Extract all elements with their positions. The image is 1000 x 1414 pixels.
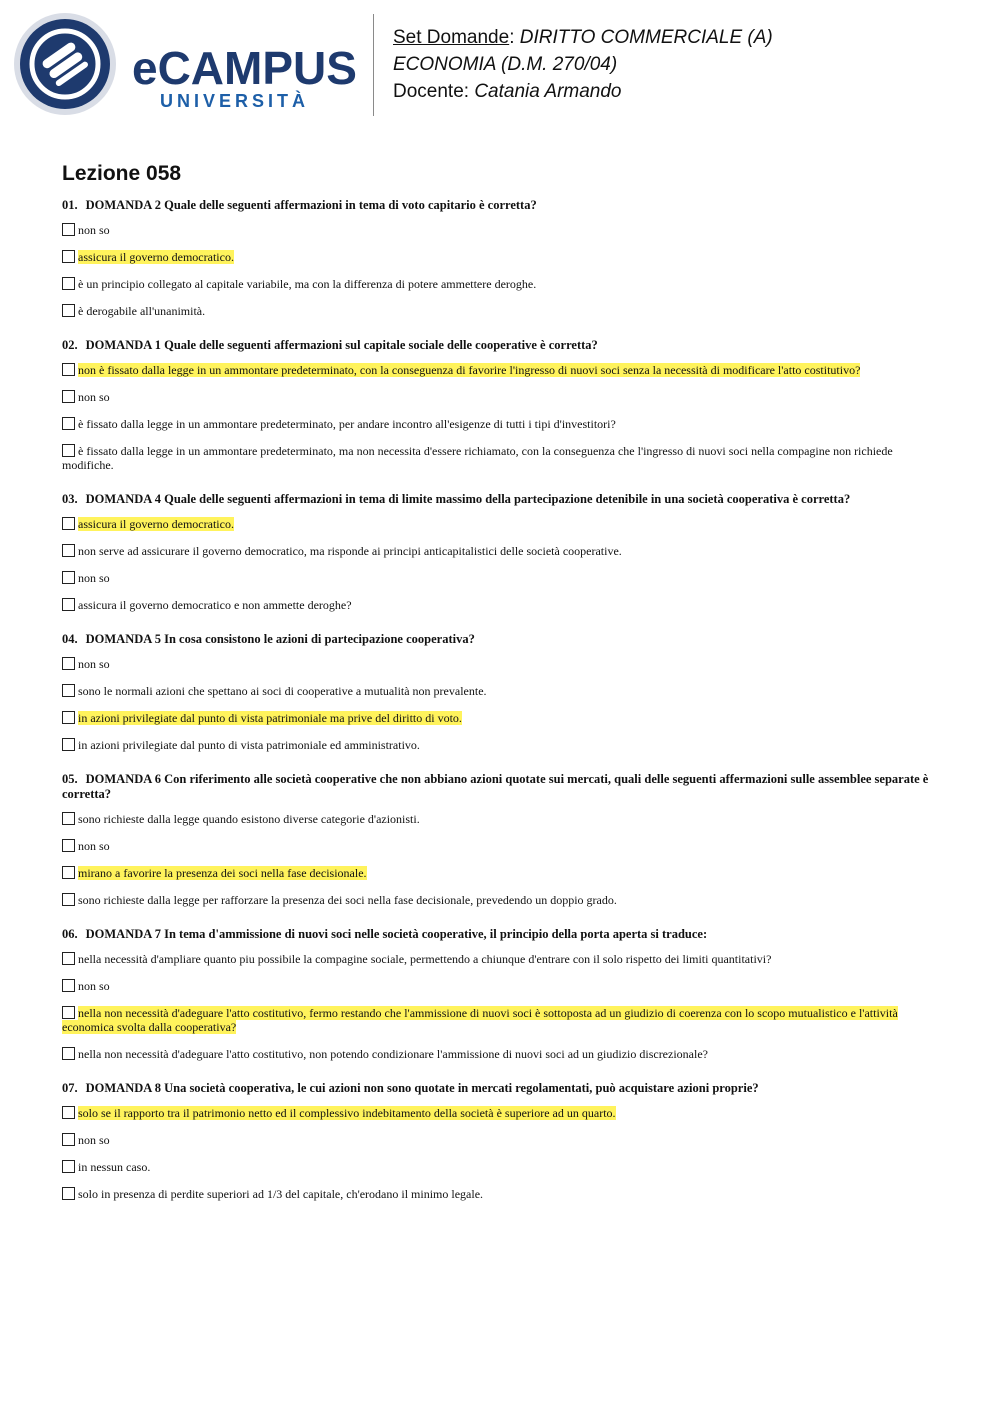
answer-option[interactable] [62, 711, 942, 725]
answer-text: in nessun caso. [78, 1160, 151, 1174]
ecampus-logo [12, 12, 362, 117]
question-block [62, 492, 942, 612]
docente-value: Catania Armando [474, 81, 622, 102]
checkbox[interactable] [62, 363, 75, 376]
answer-option[interactable] [62, 738, 942, 752]
answer-text: è fissato dalla legge in un ammontare predeterminato, ma non necessita d'essere richiamato, con la conseguenza che l'ingresso di nuovi soci nella compagine non richiede modifiche. [62, 444, 893, 472]
set-value: DIRITTO COMMERCIALE (A) [519, 27, 773, 48]
question-text [62, 338, 942, 353]
checkbox[interactable] [62, 1006, 75, 1019]
checkbox[interactable] [62, 223, 75, 236]
answer-text: non so [78, 839, 110, 853]
question-list [62, 198, 942, 1201]
answer-option[interactable] [62, 444, 942, 472]
answer-option[interactable] [62, 952, 942, 966]
answer-option[interactable] [62, 250, 942, 264]
question-number: 07. [62, 1081, 78, 1095]
answer-option[interactable] [62, 1006, 942, 1034]
answer-text: in azioni privilegiate dal punto di vista patrimoniale ed amministrativo. [78, 738, 420, 752]
main-content [62, 160, 942, 1221]
question-text [62, 927, 942, 942]
answer-option[interactable] [62, 571, 942, 585]
set-label: Set Domande [393, 27, 510, 48]
checkbox[interactable] [62, 250, 75, 263]
answer-text: è un principio collegato al capitale variabile, ma con la differenza di potere ammettere deroghe. [78, 277, 537, 291]
answer-text-highlighted: nella non necessità d'adeguare l'atto costitutivo, fermo restando che l'ammissione di nuovi soci è sottoposta ad un giudizio di coerenza con lo scopo mutualistico e l'attività economica svolta dalla cooperativa? [62, 1006, 898, 1034]
answer-text-highlighted: solo se il rapporto tra il patrimonio netto ed il complessivo indebitamento della società è superiore ad un quarto. [78, 1106, 616, 1120]
answer-option[interactable] [62, 544, 942, 558]
question-number: 03. [62, 492, 78, 506]
header-info [393, 24, 773, 105]
question-number: 04. [62, 632, 78, 646]
checkbox[interactable] [62, 1047, 75, 1060]
checkbox[interactable] [62, 738, 75, 751]
checkbox[interactable] [62, 893, 75, 906]
checkbox[interactable] [62, 544, 75, 557]
page-header [0, 0, 1000, 130]
question-label: DOMANDA 2 Quale delle seguenti affermazioni in tema di voto capitario è corretta? [85, 198, 537, 212]
checkbox[interactable] [62, 390, 75, 403]
answer-option[interactable] [62, 979, 942, 993]
checkbox[interactable] [62, 444, 75, 457]
lesson-title: Lezione 058 [62, 162, 182, 185]
checkbox[interactable] [62, 1106, 75, 1119]
checkbox[interactable] [62, 684, 75, 697]
question-text [62, 1081, 942, 1096]
answer-text: solo in presenza di perdite superiori ad 1/3 del capitale, ch'erodano il minimo legale. [78, 1187, 484, 1201]
question-number: 05. [62, 772, 78, 786]
question-number: 01. [62, 198, 78, 212]
question-text [62, 772, 942, 802]
checkbox[interactable] [62, 1133, 75, 1146]
answer-option[interactable] [62, 1106, 942, 1120]
checkbox[interactable] [62, 598, 75, 611]
answer-text: sono richieste dalla legge per rafforzare la presenza dei soci nella fase decisionale, prevedendo un doppio grado. [78, 893, 617, 907]
checkbox[interactable] [62, 711, 75, 724]
answer-option[interactable] [62, 866, 942, 880]
question-block [62, 772, 942, 907]
answer-option[interactable] [62, 277, 942, 291]
checkbox[interactable] [62, 517, 75, 530]
logo-brand-text: eCAMPUS [132, 42, 357, 94]
checkbox[interactable] [62, 657, 75, 670]
answer-text: è derogabile all'unanimità. [78, 304, 206, 318]
answer-option[interactable] [62, 1133, 942, 1147]
checkbox[interactable] [62, 866, 75, 879]
answer-option[interactable] [62, 390, 942, 404]
answer-text: non so [78, 1133, 110, 1147]
answer-option[interactable] [62, 657, 942, 671]
answer-option[interactable] [62, 684, 942, 698]
question-label: DOMANDA 6 Con riferimento alle società cooperative che non abbiano azioni quotate sui mercati, quali delle seguenti affermazioni sulle assemblee separate è corretta? [62, 772, 929, 801]
answer-option[interactable] [62, 598, 942, 612]
answer-text: sono le normali azioni che spettano ai soci di cooperative a mutualità non prevalente. [78, 684, 487, 698]
answer-option[interactable] [62, 223, 942, 237]
answer-text: sono richieste dalla legge quando esistono diverse categorie d'azionisti. [78, 812, 420, 826]
question-label: DOMANDA 1 Quale delle seguenti affermazioni sul capitale sociale delle cooperative è corretta? [85, 338, 598, 352]
checkbox[interactable] [62, 1187, 75, 1200]
checkbox[interactable] [62, 812, 75, 825]
answer-text: non serve ad assicurare il governo democratico, ma risponde ai principi anticapitalistici delle società cooperative. [78, 544, 622, 558]
answer-option[interactable] [62, 1160, 942, 1174]
answer-text-highlighted: non è fissato dalla legge in un ammontare predeterminato, con la conseguenza di favorire l'ingresso di nuovi soci senza la necessità di modificare l'atto costitutivo? [78, 363, 861, 377]
answer-option[interactable] [62, 363, 942, 377]
checkbox[interactable] [62, 979, 75, 992]
question-block [62, 927, 942, 1061]
course-line: ECONOMIA (D.M. 270/04) [393, 54, 618, 75]
answer-option[interactable] [62, 304, 942, 318]
answer-text: non so [78, 390, 110, 404]
answer-option[interactable] [62, 517, 942, 531]
question-number: 06. [62, 927, 78, 941]
checkbox[interactable] [62, 571, 75, 584]
question-text [62, 198, 942, 213]
question-text [62, 492, 942, 507]
question-label: DOMANDA 8 Una società cooperativa, le cui azioni non sono quotate in mercati regolamentati, può acquistare azioni proprie? [85, 1081, 759, 1095]
checkbox[interactable] [62, 304, 75, 317]
answer-option[interactable] [62, 1187, 942, 1201]
answer-text: nella necessità d'ampliare quanto piu possibile la compagine sociale, permettendo a chiunque d'entrare con il solo rispetto dei limiti quantitativi? [78, 952, 772, 966]
question-block [62, 1081, 942, 1201]
answer-option[interactable] [62, 839, 942, 853]
question-block [62, 198, 942, 318]
answer-text-highlighted: assicura il governo democratico. [78, 250, 234, 264]
question-label: DOMANDA 5 In cosa consistono le azioni di partecipazione cooperativa? [85, 632, 475, 646]
docente-label: Docente: [393, 81, 470, 102]
question-label: DOMANDA 4 Quale delle seguenti affermazioni in tema di limite massimo della partecipazione detenibile in una società cooperativa è corretta? [85, 492, 851, 506]
header-divider [373, 14, 374, 116]
answer-text: nella non necessità d'adeguare l'atto costitutivo, non potendo condizionare l'ammissione di nuovi soci ad un giudizio discrezionale? [78, 1047, 708, 1061]
answer-text: non so [78, 979, 110, 993]
question-text [62, 632, 942, 647]
checkbox[interactable] [62, 277, 75, 290]
answer-option[interactable] [62, 1047, 942, 1061]
answer-option[interactable] [62, 812, 942, 826]
set-line: Set Domande: DIRITTO COMMERCIALE (A) [393, 27, 773, 48]
answer-text: non so [78, 223, 110, 237]
logo-sub-text: UNIVERSITÀ [160, 91, 310, 111]
answer-text-highlighted: in azioni privilegiate dal punto di vista patrimoniale ma prive del diritto di voto. [78, 711, 462, 725]
question-block [62, 632, 942, 752]
question-number: 02. [62, 338, 78, 352]
checkbox[interactable] [62, 1160, 75, 1173]
question-label: DOMANDA 7 In tema d'ammissione di nuovi soci nelle società cooperative, il principio della porta aperta si traduce: [85, 927, 708, 941]
checkbox[interactable] [62, 952, 75, 965]
answer-text: non so [78, 657, 110, 671]
answer-text-highlighted: assicura il governo democratico. [78, 517, 234, 531]
checkbox[interactable] [62, 839, 75, 852]
question-block [62, 338, 942, 472]
checkbox[interactable] [62, 417, 75, 430]
answer-text: è fissato dalla legge in un ammontare predeterminato, per andare incontro all'esigenze di tutti i tipi d'investitori? [78, 417, 616, 431]
answer-text: non so [78, 571, 110, 585]
answer-option[interactable] [62, 417, 942, 431]
docente-line [393, 78, 773, 105]
answer-text: assicura il governo democratico e non ammette deroghe? [78, 598, 352, 612]
answer-text-highlighted: mirano a favorire la presenza dei soci nella fase decisionale. [78, 866, 367, 880]
answer-option[interactable] [62, 893, 942, 907]
